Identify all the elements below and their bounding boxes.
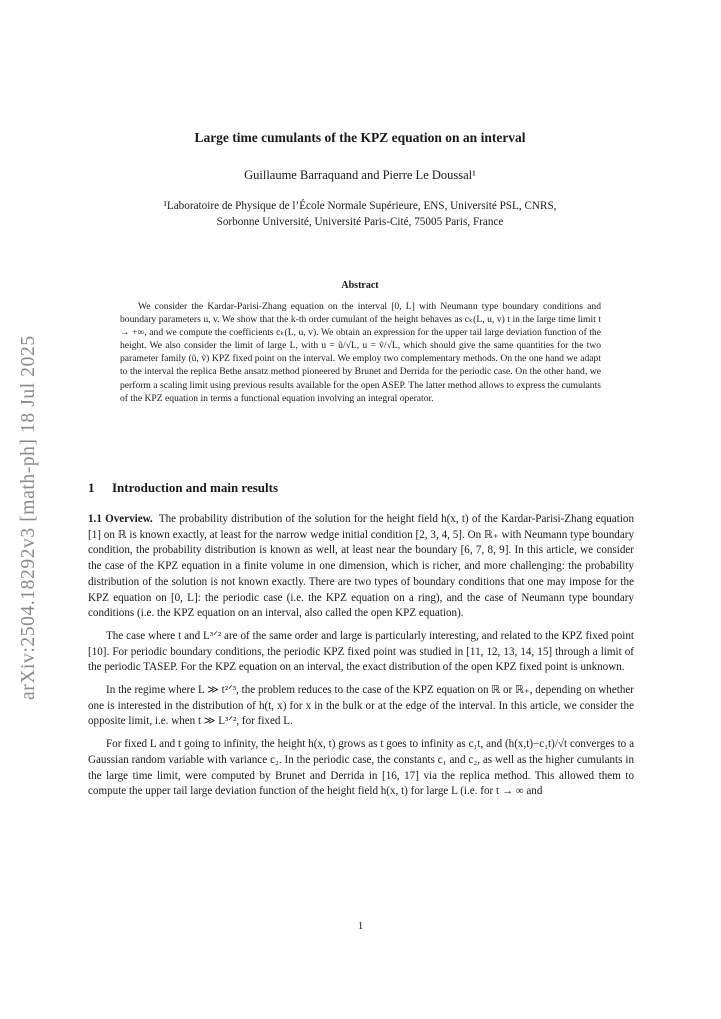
arxiv-identifier-stamp[interactable]: arXiv:2504.18292v3 [math-ph] 18 Jul 2025 <box>18 335 39 700</box>
subsection-title: 1.1 Overview. <box>88 513 153 525</box>
abstract-text: We consider the Kardar-Parisi-Zhang equation on the interval [0, L] with Neumann type boundary conditions and boundary parameters u, v. We show that the k-th order cumulant of the height behaves as cₖ(L, u, v) t in the large time limit t → +∞, and we compute the coefficients cₖ(L, u, v). We obtain an expression for the upper tail large deviation function of the height. We also consider the limit of large L, with u = ũ/√L, u = ṽ/√L, which should give the same quantities for the two parameter family (ũ, ṽ) KPZ fixed point on the interval. We employ two complementary methods. On the one hand we adapt to the interval the replica Bethe ansatz method pioneered by Brunet and Derrida for the periodic case. On the other hand, we perform a scaling limit using previous results available for the open ASEP. The latter method allows to express the cumulants of the KPZ equation in terms a functional equation involving an integral operator. <box>120 301 602 404</box>
page-number: 1 <box>357 920 364 932</box>
paper-authors: Guillaume Barraquand and Pierre Le Doussal¹ <box>244 168 476 182</box>
author-affiliation <box>80 198 640 230</box>
paper-title: Large time cumulants of the KPZ equation on an interval <box>194 130 526 145</box>
body-text <box>88 512 634 807</box>
paragraph-text: The probability distribution of the solution for the height field h(x, t) of the Kardar-Parisi-Zhang equation [1] on ℝ is known exactly, at least for the narrow wedge initial condition [2, 3, 4, 5]. On ℝ₊ with Neumann type boundary condition, the probability distribution is known as well, at least near the boundary [6, 7, 8, 9]. In this article, we consider the case of the KPZ equation in a finite volume in one dimension, which is richer, and more challenging: the probability distribution of the solution is not known exactly. There are two types of boundary conditions that one may impose for the KPZ equation on [0, L]: the periodic case (i.e. the KPZ equation on a ring), and the case of Neumann type boundary conditions (i.e. the KPZ equation on an interval, also called the open KPZ equation). <box>88 513 635 620</box>
section-title: Introduction and main results <box>112 480 279 495</box>
paragraph <box>88 512 634 622</box>
affiliation-line: Sorbonne Université, Université Paris-Cité, 75005 Paris, France <box>216 216 504 228</box>
abstract-heading: Abstract <box>341 280 379 291</box>
section-heading <box>88 480 278 496</box>
paragraph: In the regime where L ≫ t²ᐟ³, the problem reduces to the case of the KPZ equation on ℝ or ℝ₊, depending on whether one is interested in the distribution of h(t, x) for x in the bulk or at the edge of the interval. In this article, we consider the opposite limit, i.e. when t ≫ L³ᐟ², for fixed L. <box>88 684 634 728</box>
section-number: 1 <box>88 480 95 495</box>
paragraph: The case where t and L³ᐟ² are of the same order and large is particularly interesting, and related to the KPZ fixed point [10]. For periodic boundary conditions, the periodic KPZ fixed point was studied in [11, 12, 13, 14, 15] through a limit of the periodic TASEP. For the KPZ equation on an interval, the exact distribution of the open KPZ fixed point is unknown. <box>88 629 634 674</box>
affiliation-line: ¹Laboratoire de Physique de l’École Normale Supérieure, ENS, Université PSL, CNRS, <box>163 200 557 212</box>
paragraph: For fixed L and t going to infinity, the height h(x, t) grows as t goes to infinity as c₁t, and (h(x,t)−c₁t)/√t converges to a Gaussian random variable with variance c₂. In the periodic case, the constants c₁ and c₂, as well as the higher cumulants in the large time limit, were computed by Brunet and Derrida in [16, 17] via the replica method. This allowed them to compute the upper tail large deviation function of the height field h(x, t) for large L (i.e. for t → ∞ and <box>88 738 634 798</box>
